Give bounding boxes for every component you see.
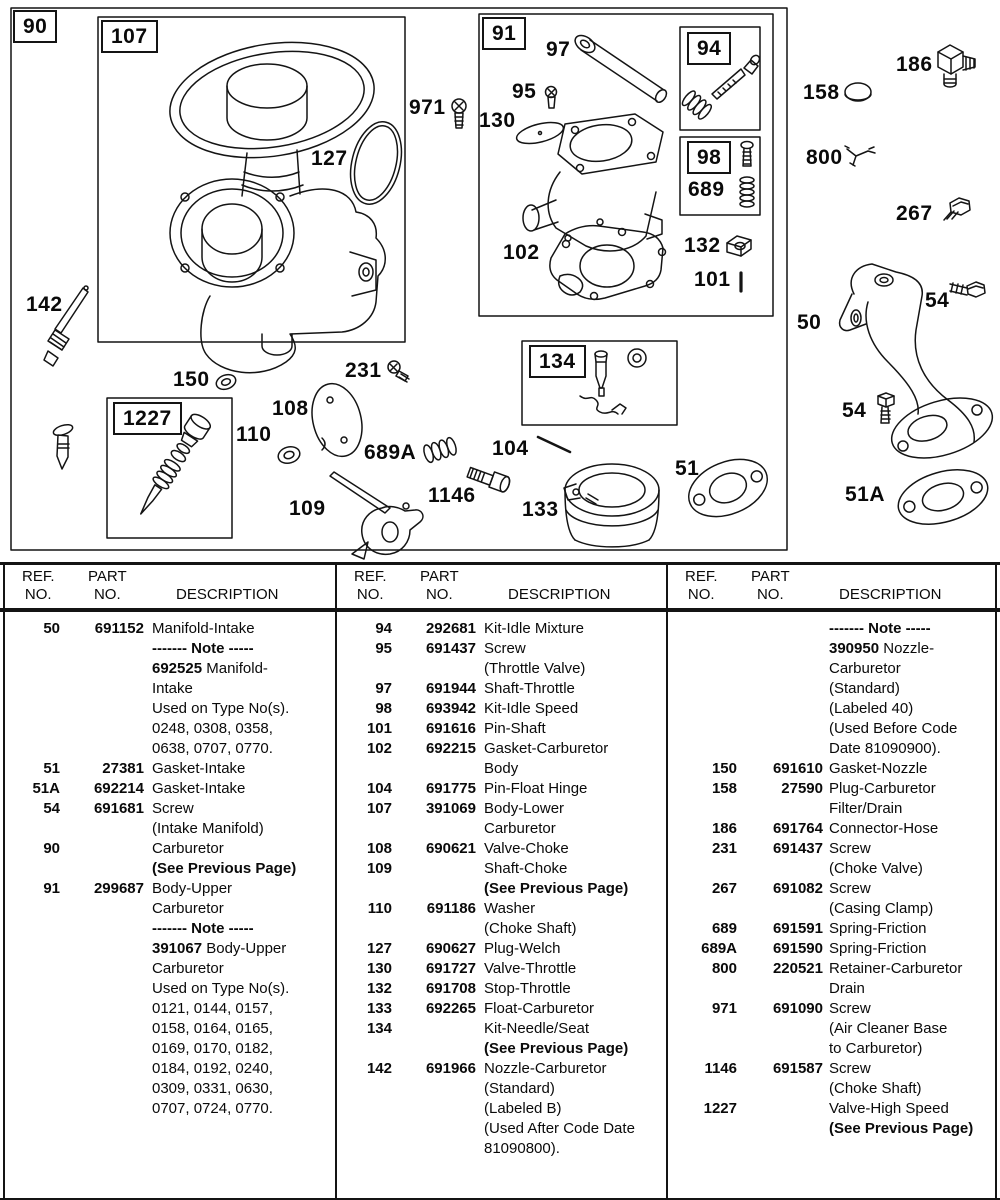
ref-no: 91: [43, 880, 60, 897]
ref-no: 51A: [32, 780, 60, 797]
parts-row: [669, 740, 999, 760]
parts-row: [338, 880, 668, 900]
parts-row: [669, 1020, 999, 1040]
part-callout-800: 800: [806, 146, 843, 169]
part-no: 691944: [425, 680, 476, 697]
parts-row: [6, 980, 336, 1000]
part-callout-104: 104: [492, 437, 529, 460]
ref-no: 1227: [703, 1100, 737, 1117]
ref-no: 130: [366, 960, 392, 977]
ref-no: 102: [366, 740, 392, 757]
parts-row: [338, 1120, 668, 1140]
ref-no: 90: [43, 840, 60, 857]
parts-table-column-2: REF. NO. PART NO. DESCRIPTION 94 292681 Kit-Idle Mixture 95 691437 Screw (Throttle Valve) 97 691944 Shaft-Throttle 98 693942 Kit-Idle Speed 101 691616 Pin-Shaft 102 692215 Gasket-Carburetor Body 104 691775 Pin-Float Hinge 107 391069 Body-Lower Carburetor 108 690621 Valve-Choke 109 Shaft-Choke (See Previous Page) 110 691186 Washer (Choke Shaft) 127 690627 Plug-Welch 130 691727 Valve-Throttle 132 691708 Stop-Throttle 133 692265 Float-Carburetor 134 Kit-Needle/Seat (See Previous Page) 142 691966 Nozzle-Carburetor (Standard) (Labeled B) (Used After Code Date 81090800).: [338, 562, 668, 1200]
description: 391067 Body-Upper: [152, 940, 287, 957]
description: Valve-Choke: [484, 840, 569, 857]
description: Body: [484, 760, 519, 777]
description: Screw: [829, 880, 871, 897]
parts-row: [338, 760, 668, 780]
description: (Standard): [829, 680, 900, 697]
parts-row: [338, 660, 668, 680]
parts-row: [6, 1060, 336, 1080]
part-no: 691152: [94, 620, 144, 637]
description: (Throttle Valve): [484, 660, 586, 677]
description: Carburetor: [829, 660, 901, 677]
part-callout-51A: 51A: [845, 483, 886, 506]
part-header: PART: [420, 568, 459, 585]
part-no: 691437: [425, 640, 476, 657]
part-callout-90: 90: [13, 10, 57, 43]
parts-row: [669, 1040, 999, 1060]
part-no: 691610: [772, 760, 823, 777]
ref-header: REF.: [685, 568, 718, 585]
table-border-left: [3, 562, 5, 1200]
part-callout-109: 109: [289, 497, 326, 520]
description: Kit-Needle/Seat: [484, 1020, 590, 1037]
parts-row: [669, 720, 999, 740]
description: 390950 Nozzle-: [829, 640, 935, 657]
part-callout-1227: 1227: [113, 402, 182, 435]
part-no: 220521: [772, 960, 823, 977]
description: Screw: [484, 640, 526, 657]
parts-row: [6, 880, 336, 900]
parts-row: [338, 720, 668, 740]
diagram-labels: [0, 0, 1000, 560]
part-callout-94: 94: [687, 32, 731, 65]
ref-no: 109: [366, 860, 392, 877]
description: Valve-High Speed: [829, 1100, 949, 1117]
parts-row: [338, 620, 668, 640]
description: ------- Note -----: [829, 620, 931, 637]
parts-row: [6, 860, 336, 880]
parts-row: [338, 680, 668, 700]
part-callout-1146: 1146: [428, 484, 476, 507]
part-callout-107: 107: [101, 20, 158, 53]
parts-row: [338, 1100, 668, 1120]
ref-header: REF.: [354, 568, 387, 585]
part-callout-689A: 689A: [364, 441, 417, 464]
description: Shaft-Throttle: [484, 680, 575, 697]
description: Pin-Float Hinge: [484, 780, 588, 797]
part-callout-110: 110: [236, 423, 272, 446]
part-header: PART: [88, 568, 127, 585]
description: Carburetor: [152, 960, 224, 977]
description: 692525 Manifold-: [152, 660, 268, 677]
part-callout-142: 142: [26, 293, 63, 316]
part-no: 692265: [425, 1000, 476, 1017]
ref-no: 689A: [701, 940, 737, 957]
description: Nozzle-Carburetor: [484, 1060, 607, 1077]
parts-row: [6, 680, 336, 700]
description: Screw: [829, 1000, 871, 1017]
parts-row: [669, 700, 999, 720]
description: Used on Type No(s).: [152, 980, 290, 997]
description: Filter/Drain: [829, 800, 903, 817]
parts-row: [6, 660, 336, 680]
description: (Labeled B): [484, 1100, 562, 1117]
description: Manifold-Intake: [152, 620, 255, 637]
description: Date 81090900).: [829, 740, 941, 757]
description: Used on Type No(s).: [152, 700, 290, 717]
parts-row: [338, 640, 668, 660]
parts-rows: [338, 620, 668, 1160]
description: Connector-Hose: [829, 820, 939, 837]
parts-row: [669, 760, 999, 780]
parts-table: [0, 562, 1000, 1200]
parts-row: [338, 1080, 668, 1100]
ref-no: 108: [366, 840, 392, 857]
part-callout-91: 91: [482, 17, 526, 50]
part-callout-186: 186: [896, 53, 933, 76]
ref-no: 1146: [704, 1060, 737, 1077]
part-callout-689: 689: [688, 178, 725, 201]
description: (Used Before Code: [829, 720, 958, 737]
part-no: 691764: [772, 820, 823, 837]
part-callout-102: 102: [503, 241, 540, 264]
part-callout-101: 101: [694, 268, 731, 291]
parts-row: [6, 900, 336, 920]
description: Gasket-Nozzle: [829, 760, 928, 777]
description: ------- Note -----: [152, 640, 254, 657]
description: (Choke Valve): [829, 860, 923, 877]
description: Drain: [829, 980, 865, 997]
parts-row: [6, 1040, 336, 1060]
description: Spring-Friction: [829, 920, 927, 937]
description-header: DESCRIPTION: [839, 586, 942, 603]
part-no: 691591: [772, 920, 823, 937]
part-no: 692214: [93, 780, 144, 797]
description: Plug-Welch: [484, 940, 561, 957]
description: Body-Lower: [484, 800, 565, 817]
part-callout-95: 95: [512, 80, 537, 103]
parts-row: [669, 640, 999, 660]
part-no: 691681: [93, 800, 144, 817]
part-no: 27590: [781, 780, 823, 797]
ref-no: 800: [711, 960, 737, 977]
parts-rows: [669, 620, 999, 1140]
description: (Air Cleaner Base: [829, 1020, 948, 1037]
parts-row: [669, 1100, 999, 1120]
description: (Labeled 40): [829, 700, 914, 717]
part-no: 693942: [425, 700, 476, 717]
description: Gasket-Intake: [152, 780, 246, 797]
ref-no: 51: [43, 760, 60, 777]
parts-row: [669, 1120, 999, 1140]
parts-row: [338, 1040, 668, 1060]
part-callout-54: 54: [842, 399, 867, 422]
description: 81090800).: [484, 1140, 560, 1157]
parts-rows: [6, 620, 336, 1120]
part-no: 292681: [425, 620, 476, 637]
ref-no: 267: [711, 880, 737, 897]
parts-row: [669, 1080, 999, 1100]
ref-no: 186: [711, 820, 737, 837]
part-callout-108: 108: [272, 397, 309, 420]
description: (Standard): [484, 1080, 555, 1097]
parts-row: [6, 920, 336, 940]
parts-row: [338, 800, 668, 820]
part-no: 27381: [102, 760, 144, 777]
parts-row: [669, 940, 999, 960]
ref-no: 107: [366, 800, 392, 817]
ref-no: 231: [711, 840, 737, 857]
part-header: PART: [751, 568, 790, 585]
part-no: 691587: [772, 1060, 823, 1077]
parts-row: [669, 980, 999, 1000]
description: Screw: [829, 1060, 871, 1077]
ref-no: 54: [43, 800, 60, 817]
ref-no: 101: [366, 720, 392, 737]
description: (Choke Shaft): [484, 920, 577, 937]
part-no: 690621: [425, 840, 476, 857]
parts-row: [338, 920, 668, 940]
description: Carburetor: [152, 900, 224, 917]
parts-row: [6, 780, 336, 800]
parts-row: [669, 1060, 999, 1080]
ref-header: REF.: [22, 568, 55, 585]
parts-row: [6, 940, 336, 960]
parts-row: [338, 780, 668, 800]
parts-row: [669, 1000, 999, 1020]
parts-row: [6, 620, 336, 640]
description: Float-Carburetor: [484, 1000, 595, 1017]
part-no: 391069: [425, 800, 476, 817]
description: to Carburetor): [829, 1040, 923, 1057]
description: Spring-Friction: [829, 940, 927, 957]
part-no: 691186: [426, 900, 476, 917]
ref-no: 95: [375, 640, 392, 657]
description: 0121, 0144, 0157,: [152, 1000, 273, 1017]
parts-row: [338, 740, 668, 760]
parts-row: [338, 840, 668, 860]
ref-no: 132: [366, 980, 392, 997]
parts-row: [6, 1080, 336, 1100]
parts-row: [669, 960, 999, 980]
parts-row: [6, 1100, 336, 1120]
part-no: 691775: [425, 780, 476, 797]
description: 0707, 0724, 0770.: [152, 1100, 273, 1117]
part-no: 691966: [425, 1060, 476, 1077]
parts-table-column-1: REF. NO. PART NO. DESCRIPTION 50 691152 Manifold-Intake ------- Note ----- 692525 Manifold- Intake Used on Type No(s). 0248, 0308, 0358, 0638, 0707, 0770. 51 27381 Gasket-Intake 51A 692214 Gasket-Intake 54 691681 Screw (Intake Manifold) 90 Carburetor (See Previous Page) 91 299687 Body-Upper Carburetor ------- Note ----- 391067 Body-Upper Carburetor Used on Type No(s). 0121, 0144, 0157, 0158, 0164, 0165, 0169, 0170, 0182, 0184, 0192, 0240, 0309, 0331, 0630, 0707, 0724, 0770.: [6, 562, 336, 1200]
parts-row: [338, 960, 668, 980]
ref-no: 127: [366, 940, 392, 957]
ref-no: 133: [366, 1000, 392, 1017]
description-header: DESCRIPTION: [508, 586, 611, 603]
part-no: 691090: [772, 1000, 823, 1017]
description: (Casing Clamp): [829, 900, 934, 917]
ref-no: 142: [366, 1060, 392, 1077]
ref-no: 158: [711, 780, 737, 797]
description: Shaft-Choke: [484, 860, 568, 877]
parts-row: [669, 800, 999, 820]
description: Kit-Idle Speed: [484, 700, 579, 717]
part-no: 299687: [93, 880, 144, 897]
parts-row: [6, 960, 336, 980]
parts-row: [669, 680, 999, 700]
parts-row: [6, 1020, 336, 1040]
parts-row: [338, 1060, 668, 1080]
description: Valve-Throttle: [484, 960, 577, 977]
part-callout-97: 97: [546, 38, 571, 61]
description: 0309, 0331, 0630,: [152, 1080, 273, 1097]
description: Gasket-Carburetor: [484, 740, 609, 757]
parts-row: [669, 660, 999, 680]
parts-row: [669, 920, 999, 940]
description: Plug-Carburetor: [829, 780, 936, 797]
ref-no: 134: [366, 1020, 392, 1037]
part-no: 690627: [425, 940, 476, 957]
description: (Choke Shaft): [829, 1080, 922, 1097]
part-callout-132: 132: [684, 234, 721, 257]
parts-row: [6, 740, 336, 760]
description: (See Previous Page): [829, 1120, 974, 1137]
description: Carburetor: [152, 840, 224, 857]
description: Body-Upper: [152, 880, 233, 897]
parts-row: [338, 1000, 668, 1020]
part-callout-127: 127: [311, 147, 348, 170]
part-callout-267: 267: [896, 202, 933, 225]
parts-row: [6, 800, 336, 820]
description: ------- Note -----: [152, 920, 254, 937]
part-callout-51: 51: [675, 457, 700, 480]
description: (Intake Manifold): [152, 820, 264, 837]
parts-row: [6, 1000, 336, 1020]
description: Pin-Shaft: [484, 720, 546, 737]
parts-row: [338, 1020, 668, 1040]
parts-row: [6, 700, 336, 720]
ref-no: 150: [711, 760, 737, 777]
part-callout-50: 50: [797, 311, 822, 334]
parts-row: [6, 640, 336, 660]
ref-no: 971: [711, 1000, 737, 1017]
parts-row: [6, 840, 336, 860]
ref-no: 689: [711, 920, 737, 937]
ref-no: 50: [43, 620, 60, 637]
description-header: DESCRIPTION: [176, 586, 279, 603]
ref-no: 104: [366, 780, 392, 797]
part-no: 691082: [772, 880, 823, 897]
parts-row: [338, 700, 668, 720]
part-callout-133: 133: [522, 498, 559, 521]
ref-no: 110: [367, 900, 392, 917]
parts-row: [6, 820, 336, 840]
parts-row: [338, 1140, 668, 1160]
part-callout-231: 231: [345, 359, 382, 382]
description: 0158, 0164, 0165,: [152, 1020, 273, 1037]
part-no: 691437: [772, 840, 823, 857]
description: Kit-Idle Mixture: [484, 620, 585, 637]
description: Stop-Throttle: [484, 980, 571, 997]
description: Screw: [152, 800, 194, 817]
description: Screw: [829, 840, 871, 857]
description: 0169, 0170, 0182,: [152, 1040, 273, 1057]
ref-no: 94: [375, 620, 392, 637]
parts-row: [338, 940, 668, 960]
parts-row: [338, 980, 668, 1000]
parts-row: [669, 900, 999, 920]
parts-row: [669, 880, 999, 900]
part-callout-54: 54: [925, 289, 950, 312]
parts-row: [338, 900, 668, 920]
parts-row: [669, 860, 999, 880]
parts-row: [6, 720, 336, 740]
part-no: 691616: [425, 720, 476, 737]
parts-row: [669, 620, 999, 640]
parts-row: [338, 820, 668, 840]
parts-table-column-3: REF. NO. PART NO. DESCRIPTION ------- Note ----- 390950 Nozzle- Carburetor (Standard) (Labeled 40) (Used Before Code Date 81090900). 150 691610 Gasket-Nozzle 158 27590 Plug-Carburetor Filter/Drain 186 691764 Connector-Hose 231 691437 Screw (Choke Valve) 267 691082 Screw (Casing Clamp) 689 691591 Spring-Friction 689A 691590 Spring-Friction 800 220521 Retainer-Carburetor Drain 971 691090 Screw (Air Cleaner Base to Carburetor) 1146 691587 Screw (Choke Shaft) 1227 Valve-High Speed (See Previous Page): [669, 562, 999, 1200]
description: Washer: [484, 900, 536, 917]
description: Carburetor: [484, 820, 556, 837]
part-no: 691708: [425, 980, 476, 997]
parts-row: [669, 780, 999, 800]
part-no: 691590: [772, 940, 823, 957]
description: Gasket-Intake: [152, 760, 246, 777]
description: 0184, 0192, 0240,: [152, 1060, 273, 1077]
parts-row: [669, 840, 999, 860]
parts-row: [669, 820, 999, 840]
part-no: 691727: [425, 960, 476, 977]
ref-no: 98: [375, 700, 392, 717]
description: Retainer-Carburetor: [829, 960, 963, 977]
description: Intake: [152, 680, 193, 697]
part-no: 692215: [425, 740, 476, 757]
description: (Used After Code Date: [484, 1120, 635, 1137]
description: 0638, 0707, 0770.: [152, 740, 273, 757]
part-callout-130: 130: [479, 109, 516, 132]
description: 0248, 0308, 0358,: [152, 720, 273, 737]
parts-row: [6, 760, 336, 780]
part-callout-971: 971: [409, 96, 446, 119]
parts-row: [338, 860, 668, 880]
part-callout-134: 134: [529, 345, 586, 378]
part-callout-150: 150: [173, 368, 210, 391]
description: (See Previous Page): [484, 1040, 629, 1057]
description: (See Previous Page): [152, 860, 297, 877]
description: (See Previous Page): [484, 880, 629, 897]
part-callout-158: 158: [803, 81, 840, 104]
ref-no: 97: [375, 680, 392, 697]
part-callout-98: 98: [687, 141, 731, 174]
